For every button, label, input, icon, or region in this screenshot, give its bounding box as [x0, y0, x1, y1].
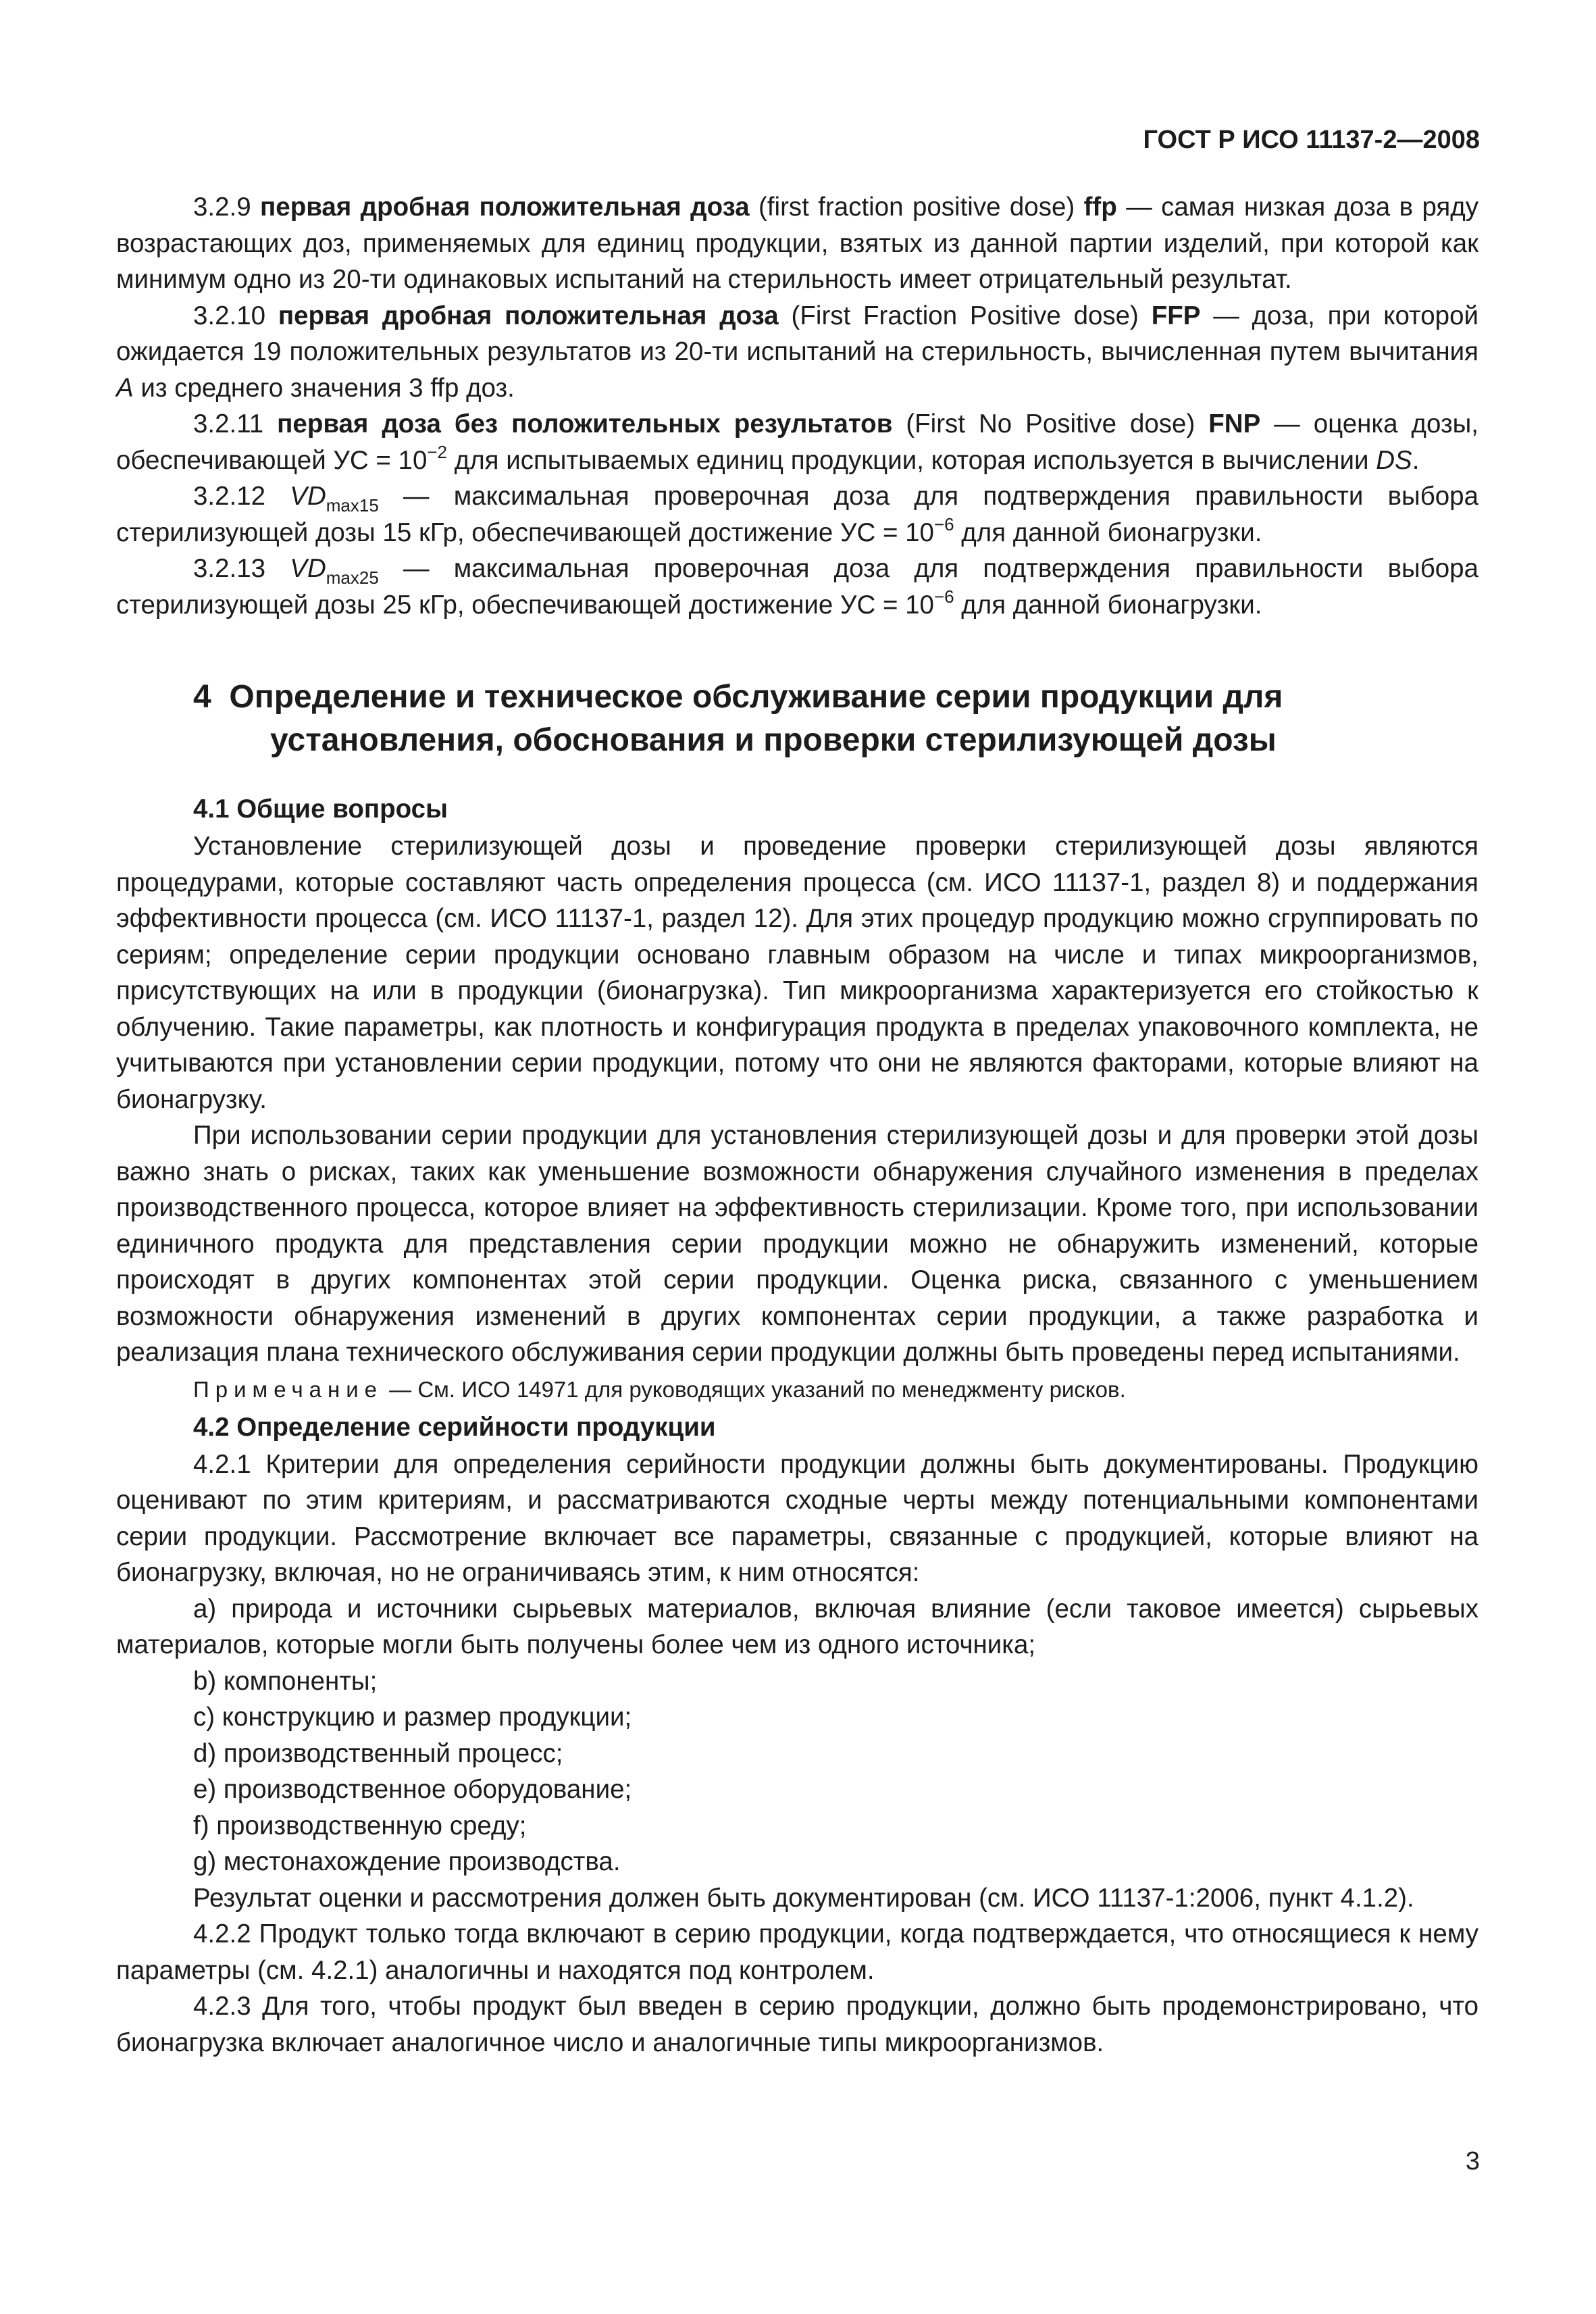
paragraph-4-2-3: 4.2.3 Для того, чтобы продукт был введен в серию продукции, должно быть продемонстрировано, что бионагрузка включает аналогичное число и аналогичные типы микроорганизмов.	[116, 1992, 1478, 2057]
subsection-4-1-heading: 4.1 Общие вопросы	[193, 795, 448, 824]
definition-3-2-10: 3.2.10 первая дробная положительная доза (First Fraction Positive dose) FFP — доза, при которой ожидается 19 положительных результатов из 20-ти испытаний на стерильность, вычисленная путем вычитания A из среднего значения 3 ffp доз.	[116, 301, 1478, 403]
section-4-heading: 4 Определение и техническое обслуживание серии продукции для установления, обоснования и проверки стерилизующей дозы	[193, 679, 1283, 758]
term-abbr: FFP	[1151, 301, 1201, 330]
definition-3-2-11: 3.2.11 первая доза без положительных результатов (First No Positive dose) FNP — оценка дозы, обеспечивающей УС = $10^{-2}$ для испытываемых единиц продукции, которая используется в вычислении DS.	[116, 409, 1478, 475]
paragraph-4-2-2: 4.2.2 Продукт только тогда включают в серию продукции, когда подтверждается, что относящиеся к нему параметры (см. 4.2.1) аналогичны и находятся под контролем.	[116, 1919, 1478, 1985]
standard-code-header: ГОСТ Р ИСО 11137-2—2008	[1143, 126, 1480, 154]
list-item: b) компоненты;	[193, 1666, 378, 1696]
term-abbr: FNP	[1208, 409, 1261, 438]
subsection-4-2-heading: 4.2 Определение серийности продукции	[193, 1412, 716, 1442]
paragraph: При использовании серии продукции для установления стерилизующей дозы и для проверки этой дозы важно знать о рисках, таких как уменьшение возможности обнаружения случайного изменения в пределах производственного процесса, которое влияет на эффективность стерилизации. Кроме того, при использовании единичного продукта для представления серии продукции можно не обнаружить изменений, которые происходят в других компонентах этой серии продукции. Оценка риска, связанного с уменьшением возможности обнаружения изменений в других компонентах серии продукции, а также разработка и реализация плана технического обслуживания серии продукции должны быть проведены перед испытаниями.	[116, 1121, 1478, 1367]
list-item: f) производственную среду;	[193, 1811, 527, 1840]
paragraph-4-2-1: 4.2.1 Критерии для определения серийности продукции должны быть документированы. Продукцию оценивают по этим критериям, и рассматриваются сходные черты между потенциальными компонентами серии продукции. Рассмотрение включает все параметры, связанные с продукцией, которые влияют на бионагрузку, включая, но не ограничиваясь этим, к ним относятся:	[116, 1449, 1478, 1587]
list-item: c) конструкцию и размер продукции;	[193, 1703, 632, 1732]
paragraph: Результат оценки и рассмотрения должен быть документирован (см. ИСО 11137-1:2006, пункт 4.1.2).	[193, 1883, 1414, 1913]
list-item: a) природа и источники сырьевых материалов, включая влияние (если таковое имеется) сырьевых материалов, которые могли быть получены более чем из одного источника;	[116, 1594, 1478, 1659]
list-item: d) производственный процесс;	[193, 1738, 563, 1768]
paragraph: Установление стерилизующей дозы и проведение проверки стерилизующей дозы являются процедурами, которые составляют часть определения процесса (см. ИСО 11137-1, раздел 8) и поддержания эффективности процесса (см. ИСО 11137-1, раздел 12). Для этих процедур продукцию можно сгруппировать по сериям; определение серии продукции основано главным образом на числе и типах микроорганизмов, присутствующих на или в продукции (бионагрузка). Тип микроорганизма характеризуется его стойкостью к облучению. Такие параметры, как плотность и конфигурация продукта в пределах упаковочного комплекта, не учитываются при установлении серии продукции, потому что они не являются факторами, которые влияют на бионагрузку.	[116, 832, 1478, 1114]
list-item: e) производственное оборудование;	[193, 1775, 632, 1804]
definition-3-2-12: 3.2.12 $VD_{max15}$ — максимальная проверочная доза для подтверждения правильности выбора стерилизующей дозы 15 кГр, обеспечивающей достижение УС = $10^{-6}$ для данной бионагрузки.	[116, 482, 1478, 547]
definition-3-2-9: 3.2.9 первая дробная положительная доза (first fraction positive dose) ffp — самая низкая доза в ряду возрастающих доз, применяемых для единиц продукции, взятых из данной партии изделий, при которой как минимум одно из 20-ти одинаковых испытаний на стерильность имеет отрицательный результат.	[116, 193, 1478, 294]
term: первая доза без положительных результатов	[277, 409, 893, 438]
page-number: 3	[1465, 2147, 1480, 2175]
page-body	[116, 189, 1478, 2061]
list-item: g) местонахождение производства.	[193, 1847, 621, 1876]
note: Примечание — См. ИСО 14971 для руководящих указаний по менеджменту рисков.	[193, 1376, 1126, 1402]
note-label: Примечание	[193, 1376, 384, 1402]
definition-3-2-13: 3.2.13 $VD_{max25}$ — максимальная проверочная доза для подтверждения правильности выбора стерилизующей дозы 25 кГр, обеспечивающей достижение УС = $10^{-6}$ для данной бионагрузки.	[116, 554, 1478, 620]
term: первая дробная положительная доза	[260, 193, 750, 222]
term: первая дробная положительная доза	[278, 301, 779, 330]
term-abbr: ffp	[1083, 193, 1117, 222]
